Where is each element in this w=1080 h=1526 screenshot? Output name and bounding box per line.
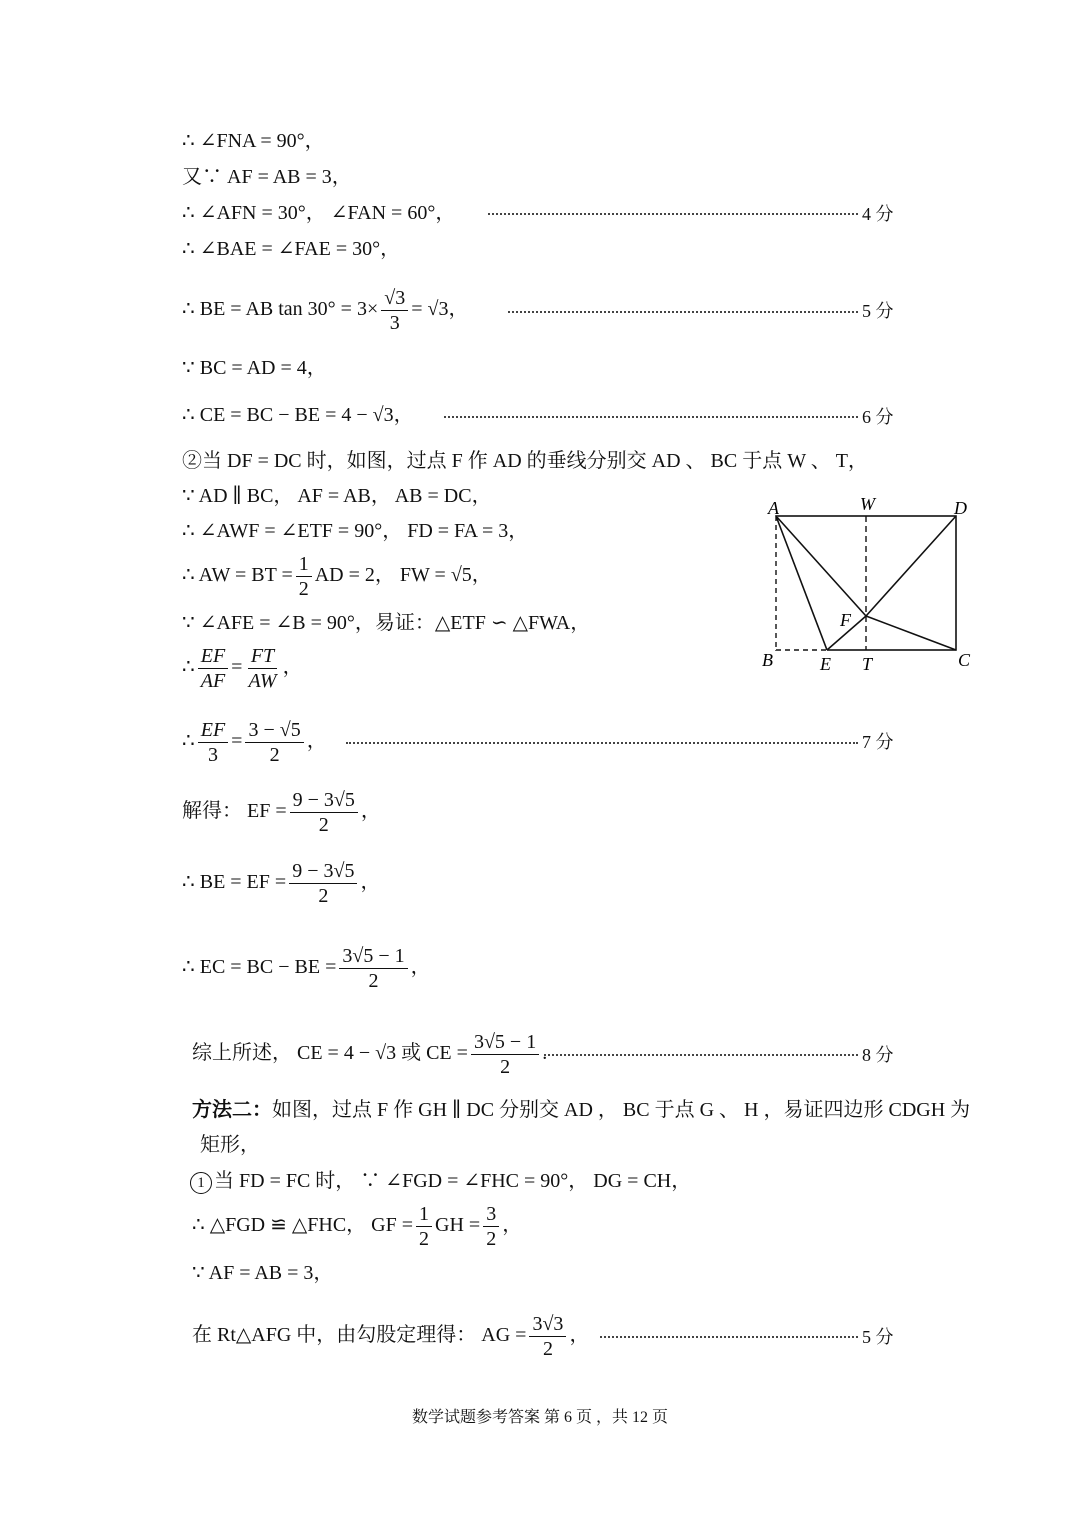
score-leader <box>600 1336 858 1338</box>
numerator: 1 <box>416 1202 432 1227</box>
fraction <box>198 644 228 693</box>
line-13-post: ， <box>282 656 303 678</box>
fraction <box>529 1312 566 1361</box>
line-22 <box>192 1200 522 1251</box>
denominator: 2 <box>486 1227 497 1250</box>
fraction <box>289 859 357 908</box>
line-24-pre: 在 Rt△AFG 中，由勾股定理得： AG = <box>192 1324 527 1346</box>
method-two-label: 方法二： <box>192 1099 272 1121</box>
line-9: ∵ AD ∥ BC， AF = AB， AB = DC， <box>182 485 492 507</box>
fraction <box>245 718 303 767</box>
denominator: 2 <box>419 1227 430 1250</box>
denominator: 2 <box>318 813 329 836</box>
line-7: ∴ CE = BC − BE = 4 − √3， <box>182 404 414 426</box>
fraction <box>296 552 312 601</box>
line-15 <box>182 786 381 837</box>
label-t: T <box>862 654 873 674</box>
line-17-post: ， <box>410 956 431 978</box>
line-16-post: ， <box>360 871 381 893</box>
numerator: EF <box>198 644 228 669</box>
score-leader <box>508 311 858 313</box>
line-2: 又∵ AF = AB = 3， <box>182 166 352 188</box>
line-19-text: 如图，过点 F 作 GH ∥ DC 分别交 AD ， BC 于点 G 、 H ，易证四边形 CDGH 为 <box>272 1099 971 1121</box>
segment-fc <box>866 616 956 650</box>
line-12: ∵ ∠AFE = ∠B = 90°，易证：△ETF ∽ △FWA， <box>182 612 591 634</box>
line-1: ∴ ∠FNA = 90°， <box>182 130 325 152</box>
label-b: B <box>762 650 773 670</box>
score-leader <box>544 1054 858 1056</box>
line-14-pre: ∴ <box>182 730 195 752</box>
line-22-pre: ∴ △FGD ≌ △FHC， GF = <box>192 1214 414 1236</box>
denominator: 2 <box>318 884 329 907</box>
line-16-pre: ∴ BE = EF = <box>182 871 287 893</box>
numerator: FT <box>248 644 277 669</box>
line-11-pre: ∴ AW = BT = <box>182 564 293 586</box>
line-23: ∵ AF = AB = 3， <box>192 1262 334 1284</box>
line-5-post: = √3， <box>411 298 469 320</box>
line-8: ②当 DF = DC 时，如图，过点 F 作 AD 的垂线分别交 AD 、 BC 于点 W 、 T， <box>182 450 868 472</box>
numerator: 3 − √5 <box>245 718 303 743</box>
denominator: 2 <box>298 577 309 600</box>
denominator: 2 <box>269 743 280 766</box>
numerator: √3 <box>381 286 408 311</box>
numerator: EF <box>198 718 228 743</box>
denominator: 3 <box>389 311 400 334</box>
line-6: ∵ BC = AD = 4， <box>182 357 327 379</box>
denominator: 3 <box>207 743 218 766</box>
denominator: 2 <box>368 969 379 992</box>
numerator: 3√3 <box>529 1312 566 1337</box>
label-f: F <box>840 610 851 630</box>
label-c: C <box>958 650 971 670</box>
line-4: ∴ ∠BAE = ∠FAE = 30°， <box>182 238 401 260</box>
line-19 <box>192 1097 970 1123</box>
numerator: 9 − 3√5 <box>289 859 357 884</box>
score-leader <box>346 742 858 744</box>
line-24 <box>192 1310 589 1361</box>
line-17-pre: ∴ EC = BC − BE = <box>182 956 337 978</box>
line-22-mid: GH = <box>435 1214 481 1236</box>
score-leader <box>488 213 858 215</box>
line-5 <box>182 284 468 335</box>
fraction <box>198 718 228 767</box>
line-14-post: ， <box>306 730 327 752</box>
segment-af <box>776 516 866 616</box>
score-leader <box>444 416 858 418</box>
line-13-pre: ∴ <box>182 656 195 678</box>
line-18-post: . <box>542 1042 548 1064</box>
score-8: 8 分 <box>862 1045 894 1065</box>
fraction <box>471 1030 539 1079</box>
line-17 <box>182 942 431 993</box>
fraction <box>416 1202 432 1251</box>
numerator: 3√5 − 1 <box>471 1030 539 1055</box>
geometry-figure <box>752 490 982 690</box>
score-5a: 5 分 <box>862 301 894 321</box>
line-11 <box>182 550 492 601</box>
denominator: AW <box>248 669 277 692</box>
denominator: 2 <box>542 1337 553 1360</box>
score-4a: 4 分 <box>862 204 894 224</box>
label-e: E <box>820 654 831 674</box>
line-5-pre: ∴ BE = AB tan 30° = 3× <box>182 298 379 320</box>
line-20: 矩形， <box>200 1134 260 1156</box>
line-13: ∴ $\frac{EF}{AF}$ = $\frac{FT}{AW}$ ， <box>182 644 303 692</box>
line-21 <box>190 1168 691 1194</box>
segment-ae <box>776 516 827 650</box>
fraction <box>483 1202 499 1251</box>
line-14: ∴ $\frac{EF}{3}$ = $\frac{3 - √5}{2}$ ， <box>182 718 327 766</box>
denominator: AF <box>200 669 226 692</box>
numerator: 3 <box>483 1202 499 1227</box>
line-11-post: AD = 2， FW = √5， <box>314 564 492 586</box>
line-16 <box>182 857 380 908</box>
label-a: A <box>768 498 779 518</box>
label-d: D <box>954 498 967 518</box>
score-7: 7 分 <box>862 732 894 752</box>
fraction <box>381 286 408 335</box>
line-3: ∴ ∠AFN = 30°， ∠FAN = 60°， <box>182 202 456 224</box>
denominator: 2 <box>500 1055 511 1078</box>
numerator: 9 − 3√5 <box>290 788 358 813</box>
line-22-post: ， <box>502 1214 523 1236</box>
score-6: 6 分 <box>862 407 894 427</box>
circled-number: 1 <box>190 1172 212 1194</box>
fraction <box>245 644 279 693</box>
label-w: W <box>860 494 875 514</box>
line-15-pre: 解得： EF = <box>182 800 287 822</box>
fraction <box>339 944 407 993</box>
line-18-pre: 综上所述， CE = 4 − √3 或 CE = <box>192 1042 468 1064</box>
numerator: 1 <box>296 552 312 577</box>
fraction <box>290 788 358 837</box>
line-24-post: ， <box>569 1324 590 1346</box>
line-15-post: ， <box>360 800 381 822</box>
line-18 <box>192 1028 547 1079</box>
segment-df <box>866 516 956 616</box>
score-5b: 5 分 <box>862 1327 894 1347</box>
line-10: ∴ ∠AWF = ∠ETF = 90°， FD = FA = 3， <box>182 520 529 542</box>
page-footer: 数学试题参考答案 第 6 页 ，共 12 页 <box>411 1409 668 1426</box>
numerator: 3√5 − 1 <box>339 944 407 969</box>
line-21-text: 当 FD = FC 时， ∵ ∠FGD = ∠FHC = 90°， DG = CH， <box>214 1170 692 1192</box>
